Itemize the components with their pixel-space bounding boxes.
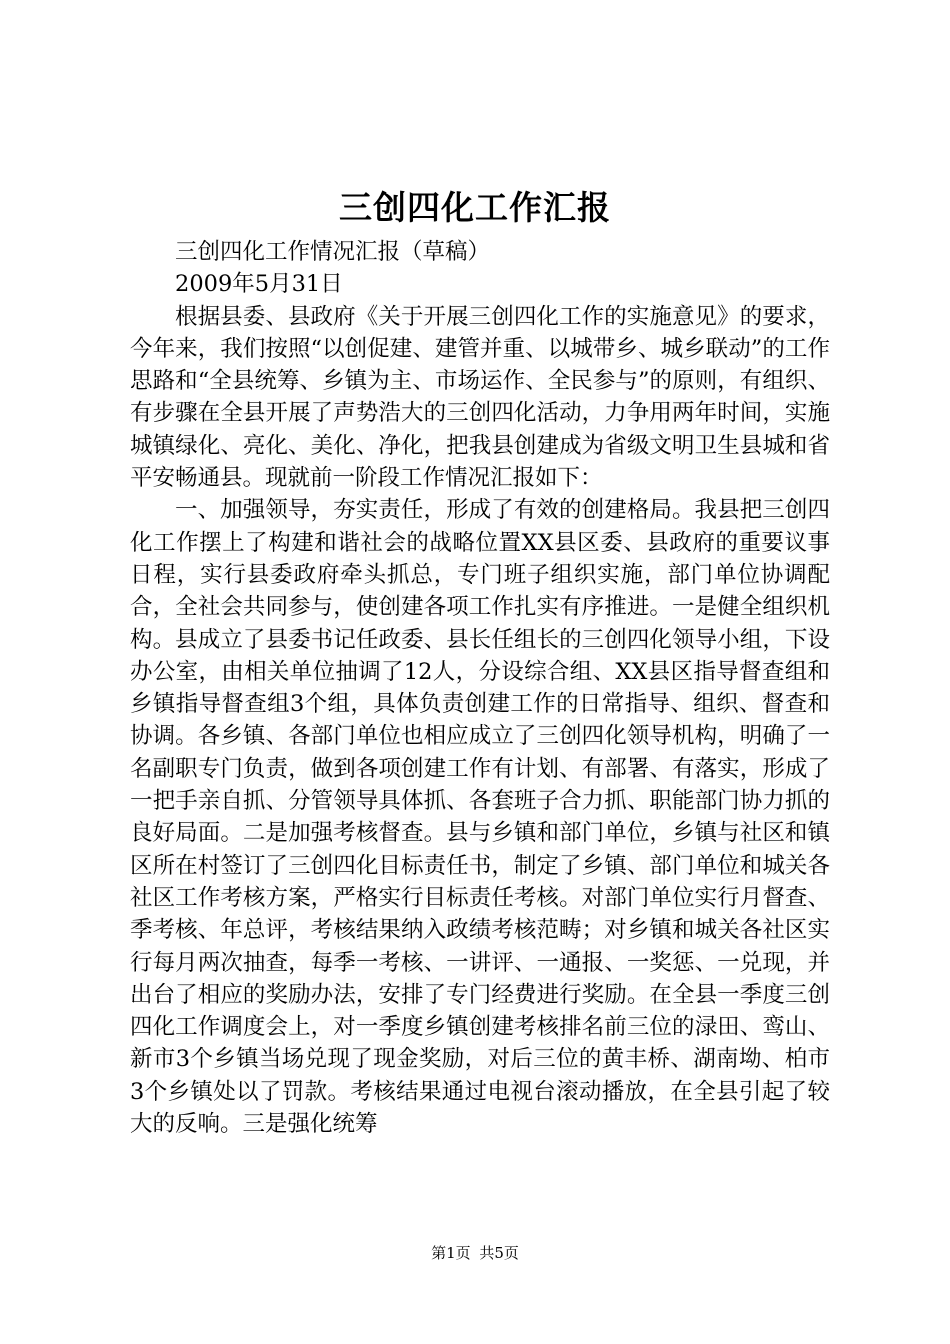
page-total: 共5页 [479, 1244, 519, 1262]
document-title: 三创四化工作汇报 [339, 188, 611, 227]
paragraph-section-one: 一、加强领导，夯实责任，形成了有效的创建格局。我县把三创四化工作摆上了构建和谐社会的战略位置XX县区委、县政府的重要议事日程，实行县委政府牵头抓总，专门班子组织实施，部门单位协调配合，全社会共同参与，使创建各项工作扎实有序推进。一是健全组织机构。县成立了县委书记任政委、县长任组长的三创四化领导小组，下设办公室，由相关单位抽调了12人，分设综合组、XX县区指导督查组和乡镇指导督查组3个组，具体负责创建工作的日常指导、组织、督查和协调。各乡镇、各部门单位也相应成立了三创四化领导机构，明确了一名副职专门负责，做到各项创建工作有计划、有部署、有落实，形成了一把手亲自抓、分管领导具体抓、各套班子合力抓、职能部门协力抓的良好局面。二是加强考核督查。县与乡镇和部门单位，乡镇与社区和镇区所在村签订了三创四化目标责任书，制定了乡镇、部门单位和城关各社区工作考核方案，严格实行目标责任考核。对部门单位实行月督查、季考核、年总评，考核结果纳入政绩考核范畴；对乡镇和城关各社区实行每月两次抽查，每季一考核、一讲评、一通报、一奖惩、一兑现，并出台了相应的奖励办法，安排了专门经费进行奖励。在全县一季度三创四化工作调度会上，对一季度乡镇创建考核排名前三位的渌田、鸾山、新市3个乡镇当场兑现了现金奖励，对后三位的黄丰桥、湖南坳、柏市3个乡镇处以了罚款。考核结果通过电视台滚动播放，在全县引起了较大的反响。三是强化统筹 [130, 497, 830, 1138]
document-date: 2009年5月31日 [175, 271, 343, 298]
paragraph-intro: 根据县委、县政府《关于开展三创四化工作的实施意见》的要求，今年来，我们按照“以创促建、建管并重、以城带乡、城乡联动”的工作思路和“全县统筹、乡镇为主、市场运作、全民参与”的原则，有组织、有步骤在全县开展了声势浩大的三创四化活动，力争用两年时间，实施城镇绿化、亮化、美化、净化，把我县创建成为省级文明卫生县城和省平安畅通县。现就前一阶段工作情况汇报如下： [130, 303, 830, 492]
page-footer [0, 1243, 950, 1263]
document-body [130, 236, 830, 1140]
page-number: 第1页 [431, 1244, 471, 1262]
document-subtitle: 三创四化工作情况汇报（草稿） [175, 239, 491, 265]
